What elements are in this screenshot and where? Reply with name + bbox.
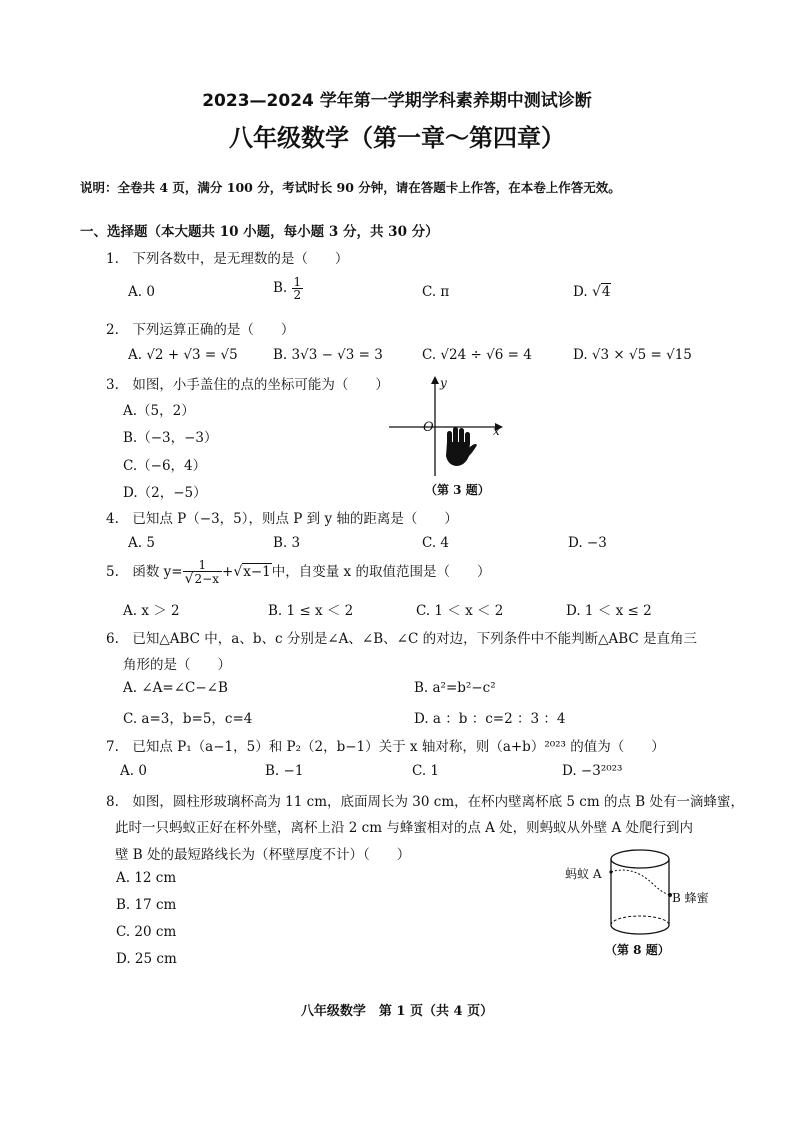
question-7-stem: 7. 已知点 P₁（a−1，5）和 P₂（2，b−1）关于 x 轴对称，则（a+b）²⁰²³ 的值为（ ） <box>106 739 665 755</box>
question-4-stem: 4. 已知点 P（−3，5），则点 P 到 y 轴的距离是（ ） <box>106 511 458 527</box>
question-3-stem: 3. 如图，小手盖住的点的坐标可能为（ ） <box>106 377 389 393</box>
q3-option-b: B.（−3，−3） <box>123 430 218 446</box>
q5-option-a: A. x ＞ 2 <box>123 603 180 619</box>
question-8-stem: 8. 如图，圆柱形玻璃杯高为 11 cm，底面周长为 30 cm，在杯内壁离杯底 5 cm 的点 B 处有一滴蜂蜜， <box>106 794 744 810</box>
question-6-stem: 6. 已知△ABC 中，a、b、c 分别是∠A、∠B、∠C 的对边，下列条件中不能判断△ABC 是直角三 <box>106 631 697 647</box>
q4-option-a: A. 5 <box>128 535 155 551</box>
q5-option-c: C. 1 ＜ x ＜ 2 <box>416 603 504 619</box>
q5-plus: + <box>222 564 234 580</box>
q8-option-d: D. 25 cm <box>116 951 177 967</box>
exam-subtitle: 八年级数学（第一章～第四章） <box>229 124 565 152</box>
fig8-ant-label: 蚂蚁 A <box>565 867 602 881</box>
q4-option-c: C. 4 <box>422 535 450 551</box>
section-title: 一、选择题（本大题共 10 小题，每小题 3 分，共 30 分） <box>80 224 439 240</box>
q2-option-d: D. √3 × √5 = √15 <box>573 347 692 363</box>
q4-option-d: D. −3 <box>568 535 607 551</box>
q6-option-b: B. a²=b²−c² <box>414 680 496 696</box>
question-2-stem: 2. 下列运算正确的是（ ） <box>106 322 295 338</box>
q7-option-b: B. −1 <box>265 763 304 779</box>
figure-8-cylinder <box>602 845 682 937</box>
q1-option-d: D. √4 <box>573 284 611 300</box>
q6-option-a: A. ∠A=∠C−∠B <box>123 680 228 696</box>
cylinder-bottom-back <box>611 916 669 925</box>
q5-stem-pre: 5. 函数 y= <box>106 564 183 580</box>
cylinder-bottom-front <box>611 925 669 934</box>
question-5-stem: 5. 函数 y= $\frac{1}{√2-x}$ +√x−1中，自变量 x 的取值范围是（ ） <box>106 558 491 587</box>
question-6-stem-cont: 角形的是（ ） <box>123 657 231 673</box>
q3-option-c: C.（−6，4） <box>123 458 207 474</box>
q1-d-radicand: 4 <box>601 284 611 300</box>
q2-option-a: A. √2 + √3 = √5 <box>128 347 238 363</box>
cylinder-top-rim <box>611 850 669 868</box>
q8-option-c: C. 20 cm <box>116 924 177 940</box>
q3-option-d: D.（2，−5） <box>123 485 207 501</box>
q5-option-b: B. 1 ≤ x ＜ 2 <box>268 603 354 619</box>
fig8-caption: （第 8 题） <box>605 943 670 957</box>
hand-icon <box>446 427 477 466</box>
q2-option-c: C. √24 ÷ √6 = 4 <box>422 347 532 363</box>
q6-option-c: C. a=3，b=5，c=4 <box>123 711 253 727</box>
fig8-honey-label: B 蜂蜜 <box>672 891 709 905</box>
y-axis-arrow <box>431 376 439 384</box>
fig3-origin-label: O <box>423 420 434 435</box>
shortest-path-line <box>611 870 670 895</box>
q6-option-d: D. a ：b ：c=2 ：3 ：4 <box>414 711 566 727</box>
point-a <box>609 870 612 873</box>
q3-option-a: A.（5，2） <box>123 403 195 419</box>
q4-option-b: B. 3 <box>273 535 301 551</box>
q8-option-b: B. 17 cm <box>116 897 177 913</box>
q1-option-c: C. π <box>422 284 450 300</box>
question-1-stem: 1. 下列各数中，是无理数的是（ ） <box>106 251 349 267</box>
q1-option-b <box>273 276 303 301</box>
q1-fraction: $\frac{1}{2}$ <box>293 275 302 302</box>
exam-title: 2023—2024 学年第一学期学科素养期中测试诊断 <box>202 91 592 111</box>
fig3-x-label: x <box>493 424 500 438</box>
q1-option-d-letter: D. <box>573 284 592 300</box>
q1-option-a: A. 0 <box>128 284 155 300</box>
q7-option-c: C. 1 <box>412 763 440 779</box>
q5-stem-post: 中，自变量 x 的取值范围是（ ） <box>271 564 491 580</box>
question-8-stem-cont2: 壁 B 处的最短路线长为（杯壁厚度不计）（ ） <box>115 847 411 863</box>
q8-option-a: A. 12 cm <box>116 870 177 886</box>
q7-option-a: A. 0 <box>120 763 147 779</box>
q1-option-b-letter: B. <box>273 280 292 296</box>
question-8-stem-cont1: 此时一只蚂蚁正好在杯外壁，离杯上沿 2 cm 与蜂蜜相对的点 A 处，则蚂蚁从外壁 A 处爬行到内 <box>115 820 693 836</box>
q2-option-b: B. 3√3 − √3 = 3 <box>273 347 383 363</box>
page-footer: 八年级数学 第 1 页（共 4 页） <box>300 1004 494 1019</box>
q7-option-d: D. −3²⁰²³ <box>562 763 623 779</box>
exam-instructions: 说明：全卷共 4 页，满分 100 分，考试时长 90 分钟，请在答题卡上作答，在本卷上作答无效。 <box>80 180 621 195</box>
q5-option-d: D. 1 ＜ x ≤ 2 <box>566 603 652 619</box>
fig3-y-label: y <box>440 376 447 390</box>
fig3-caption: （第 3 题） <box>425 483 490 497</box>
q5-fraction: $\frac{1}{√2-x}$ <box>183 559 222 586</box>
q5-radicand: x−1 <box>243 564 271 580</box>
